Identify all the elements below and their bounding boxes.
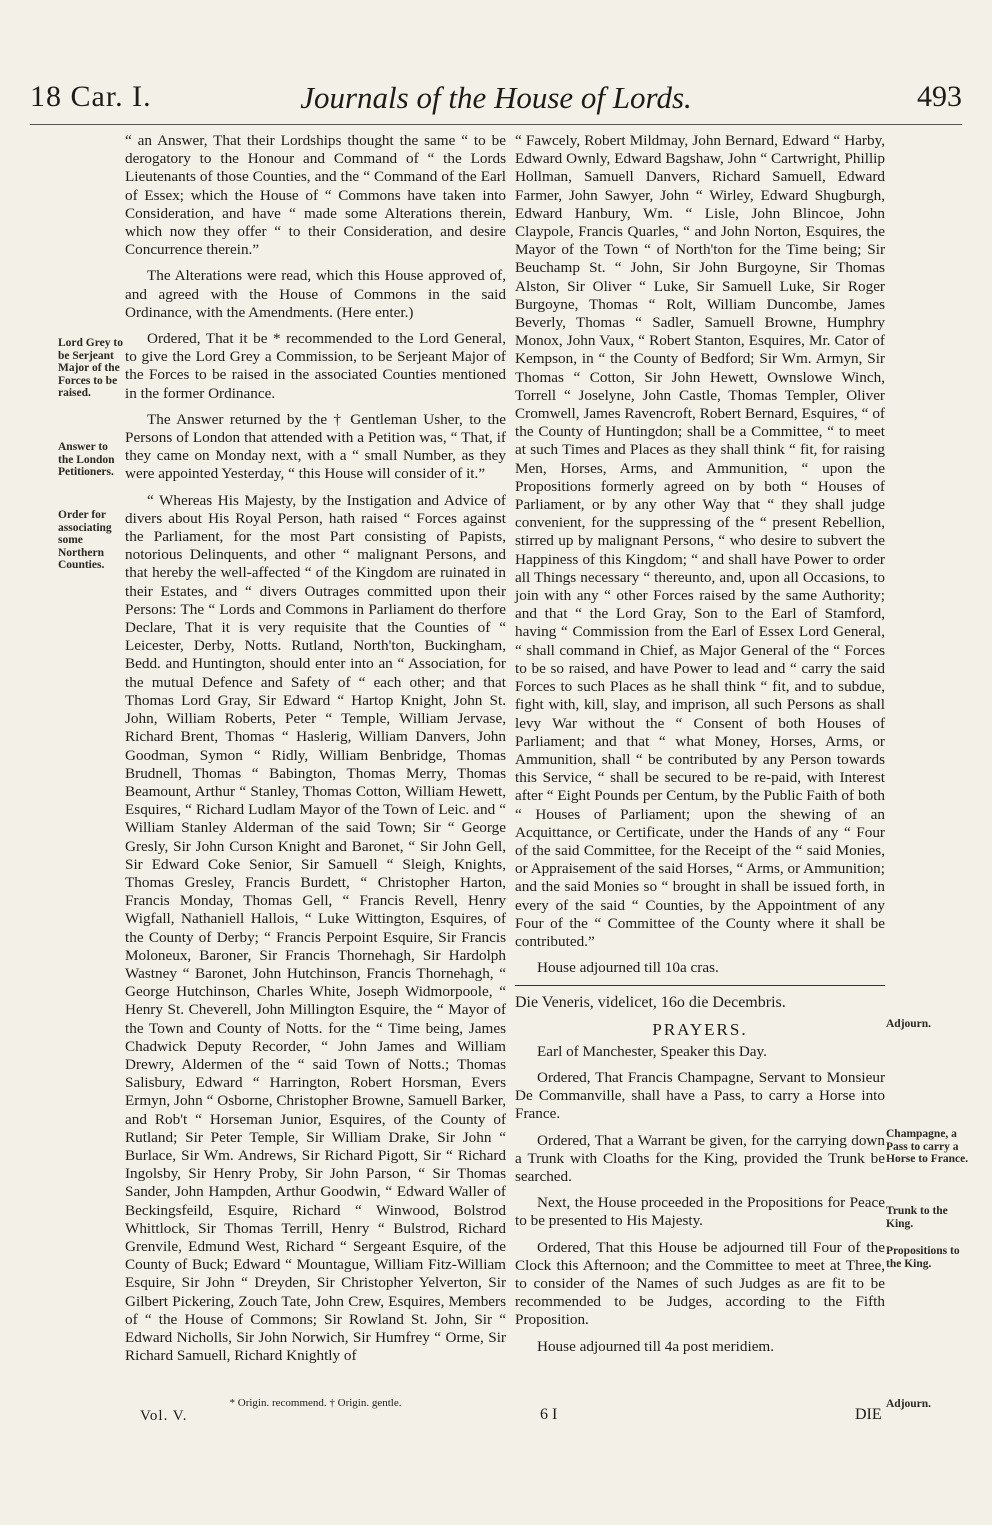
speaker-line: Earl of Manchester, Speaker this Day.	[537, 1042, 767, 1060]
margin-note-champagne: Champagne, a Pass to carry a Horse to France.	[886, 1128, 969, 1165]
right-column	[515, 132, 885, 1364]
paragraph: Ordered, That this House be adjourned till Four of the Clock this Afternoon; and the Committee to meet at Three, to consider of the Names of such Judges as are fit to be recommended to be Judges, according to the Fifth Proposition.	[515, 1238, 885, 1329]
paragraph: The Answer returned by the † Gentleman Usher, to the Persons of London that attended with a Petition was, “ That, if they came on Monday next, with a “ small Number, as they were appointed Yesterday, “ this House will consider of it.”	[125, 410, 506, 483]
margin-note-london-petitioners: Answer to the London Petitioners.	[58, 441, 115, 478]
footnotes: * Origin. recommend. † Origin. gentle.	[229, 1397, 402, 1409]
paragraph: “ Whereas His Majesty, by the Instigation and Advice of divers about His Royal Person, hath raised “ Forces against the Parliament, for the most Part consisting of Papists, notorious Delinquents, and other “ malignant Persons, and that hereby the well-affected “ of the Kingdom are ruinated in their Estates, and “ divers Outrages committed upon their Persons: The “ Lords and Commons in Parliament do therfore Declare, That it is very requisite that the Counties of “ Leicester, Derby, Notts. Rutland, North'ton, Buckingham, Bedd. and Huntington, should enter into an “ Association, for the mutual Defence and Safety of “ each other; and that Thomas Lord Gray, Sir Edward “ Hartop Knight, John St. John, William Roberts, Peter “ Temple, William Jervase, Richard Brent, Thomas “ Haslerig, William Danvers, John Goodman, Symon “ Ridly, William Benbridge, Thomas Brudnell, Thomas “ Babington, Thomas Merry, Thomas Beamount, Arthur “ Stanley, Thomas Cotton, William Hewett, Esquires, “ Richard Ludlam Mayor of the Town of Leic. and “ William Stanley Alderman of the said Town; Sir “ George Gresly, Sir John Curson Knight and Baronet, “ Sir John Gell, Sir Edward Coke Senior, Sir Samuell “ Sleigh, Knights, Thomas Gresley, Francis Burdett, “ Christopher Harton, Francis Monday, Thomas Gell, “ Francis Revell, Henry Wigfall, Nathaniell Hallois, “ Luke Wittington, Esquires, of the County of Derby; “ Francis Perpoint Esquire, Sir Francis Moloneux, Baroner, Sir Francis Thornehagh, Sir Hardolph Wastney “ Baronet, John Hutchinson, Francis Thornehagh, “ George Hutchinson, Charles White, Joseph Widmorpoole, “ Henry St. Cheverell, John Millington Esquire, the “ Mayor of the Town and County of Notts. for the “ Time being, James Chadwick Deputy Recorder, “ John James and William Drewry, Aldermen of the “ said Town of Notts.; Thomas Salisbury, Edward “ Harrington, Robert Horsman, Evers Ermyn, John “ Osborne, Christopher Browne, Samuell Barker, and Rob't “ Horseman Junior, Esquires, of the County of Rutland; Sir Peter Temple, Sir William Drake, Sir John “ Burlace, Sir Wm. Andrews, Sir Richard Pigott, Sir “ Richard Ingolsby, Sir Henry Proby, Sir John Parson, “ Sir Thomas Sander, John Hampden, Arthur Goodwin, “ Edward Waller of Beckingsfeild, Esquire, Richard “ Winwood, Bolstrod Whittlock, Sir Thomas Terrill, Henry “ Bulstrod, Richard Grenvile, Edmund West, Richard “ Sergeant Esquire, of the County of Buck; Edward “ Mountague, William Fitz-William Esquire, Sir John “ Dreyden, Sir Christopher Yelverton, Sir Gilbert Pickering, Zouch Tate, John Crew, Esquires, Members of “ the House of Commons; Sir Rowland St. John, Sir “ Edward Nicholls, Sir John Norwich, Sir Humfrey “ Orme, Sir Richard Samuell, Richard Knightly of	[125, 491, 506, 1365]
left-column	[125, 132, 506, 1373]
volume-label: Vol. V.	[140, 1408, 188, 1424]
paragraph: “ an Answer, That their Lordships thought the same “ to be derogatory to the Honour and Command of “ the Lords Lieutenants of those Counties, and the “ Command of the Earl of Essex; which the House of “ Commons have taken into Consideration, and have “ made some Alterations therein, which now they offer “ to their Consideration, and desire Concurrence therein.”	[125, 132, 506, 259]
margin-note-propositions: Propositions to the King.	[886, 1245, 960, 1270]
margin-note-adjourn: Adjourn.	[886, 1018, 932, 1030]
adjournment: House adjourned till 4a post meridiem.	[537, 1337, 775, 1355]
page-number: 493	[917, 80, 962, 113]
running-title: Journals of the House of Lords.	[300, 80, 692, 115]
paragraph: Ordered, That a Warrant be given, for the carrying down a Trunk with Cloaths for the King, provided the Trunk be searched.	[515, 1131, 885, 1185]
paragraph: The Alterations were read, which this House approved of, and agreed with the House of Commons in the said Ordinance, with the Amendments. (Here enter.)	[125, 267, 506, 321]
page-header	[30, 80, 962, 130]
paragraph: Ordered, That Francis Champagne, Servant to Monsieur De Commanville, shall have a Pass, to carry a Horse into France.	[515, 1068, 885, 1123]
paragraph: Ordered, That it be * recommended to the Lord General, to give the Lord Grey a Commission, to be Serjeant Major of the Forces to be raised in the associated Counties mentioned in the former Ordinance.	[125, 330, 506, 402]
prayers-heading: PRAYERS.	[652, 1019, 748, 1039]
regnal-year: 18 Car. I.	[30, 80, 152, 113]
signature-mark: 6 I	[540, 1406, 558, 1423]
margin-note-trunk: Trunk to the King.	[886, 1205, 948, 1230]
margin-note-association: Order for associating some Northern Counties.	[58, 509, 112, 571]
header-rule	[30, 124, 962, 125]
margin-note-lord-grey: Lord Grey to be Serjeant Major of the Forces to be raised.	[58, 337, 123, 399]
adjournment: House adjourned till 10a cras.	[537, 959, 719, 977]
catchword: DIE	[855, 1406, 882, 1423]
day-heading: Die Veneris, videlicet, 16o die Decembris.	[515, 994, 786, 1012]
margin-note-adjourn-2: Adjourn.	[886, 1398, 932, 1410]
paragraph: “ Fawcely, Robert Mildmay, John Bernard, Edward “ Harby, Edward Ownly, Edward Bagshaw, John “ Cartwright, Phillip Hollman, Samuell Danvers, Richard Samuell, Edward Farmer, John Sawyer, John “ Wirley, Edward Shugburgh, Edward Hanbury, Wm. “ Lisle, John Blincoe, John Claypole, Francis Quarles, “ and John Norton, Esquires, the Mayor of the Town “ of North'ton for the Time being; Sir Beuchamp St. “ John, Sir John Burgoyne, Sir Thomas Alston, Sir Oliver “ Luke, Sir Samuell Luke, Sir Roger Burgoyne, Thomas “ Rolt, William Duncombe, James Beverly, Thomas “ Sadler, Samuell Browne, Humphry Monox, John Vaux, “ Robert Stanton, Esquires, Mr. Cator of Kempson, in “ the County of Bedford; Sir Wm. Armyn, Sir Thomas “ Cotton, Sir John Hewett, Ownslowe Winch, Torrell “ Joselyne, John Castle, Thomas Templer, Oliver Cromwell, James Ravencroft, Robert Bernard, Esquires, “ of the County of Huntingdon; shall be a Committee, “ to meet at such Times and Places as they shall think “ fit, for raising Men, Horses, Arms, and Ammunition, “ upon the Propositions formerly agreed on by both “ Houses of Parliament, or by any other Way that “ they shall judge convenient, for the suppressing of the “ present Rebellion, stirred up by malignant Persons, “ who desire to subvert the Happiness of this Kingdom; “ and shall have Power to order all Things necessary “ thereunto, and, upon all Occasions, to join with any “ other Forces raised by the same Authority; and that “ the Lord Gray, Son to the Earl of Stamford, having “ Commission from the Earl of Essex Lord General, “ shall command in Chief, as Major General of the “ Forces to be so raised, and have Power to lead and “ carry the said Forces to such Places as he shall think “ fit, and to subdue, fight with, kill, slay, and imprison, all such Persons as shall levy War without the “ Consent of both Houses of Parliament; and that “ what Money, Horses, Arms, or Ammunition, shall “ be contributed by any Person towards this Service, “ shall be secured to be re-paid, with Interest after “ Eight Pounds per Centum, by the Public Faith of both “ Houses of Parliament; upon the shewing of an Acquittance, or Certificate, under the Hands of any “ Four of the said Committee, for the Receipt of the “ said Monies, or Appraisement of the said Horses, “ Arms, or Ammunition; and the said Monies so “ brought in shall be issued forth, in every of the said “ Counties, by the Appointment of any Four of the “ Committee of the County where it shall be contributed.”	[515, 132, 885, 950]
paragraph: Next, the House proceeded in the Propositions for Peace to be presented to His Majesty.	[515, 1194, 885, 1230]
section-rule	[515, 985, 885, 986]
